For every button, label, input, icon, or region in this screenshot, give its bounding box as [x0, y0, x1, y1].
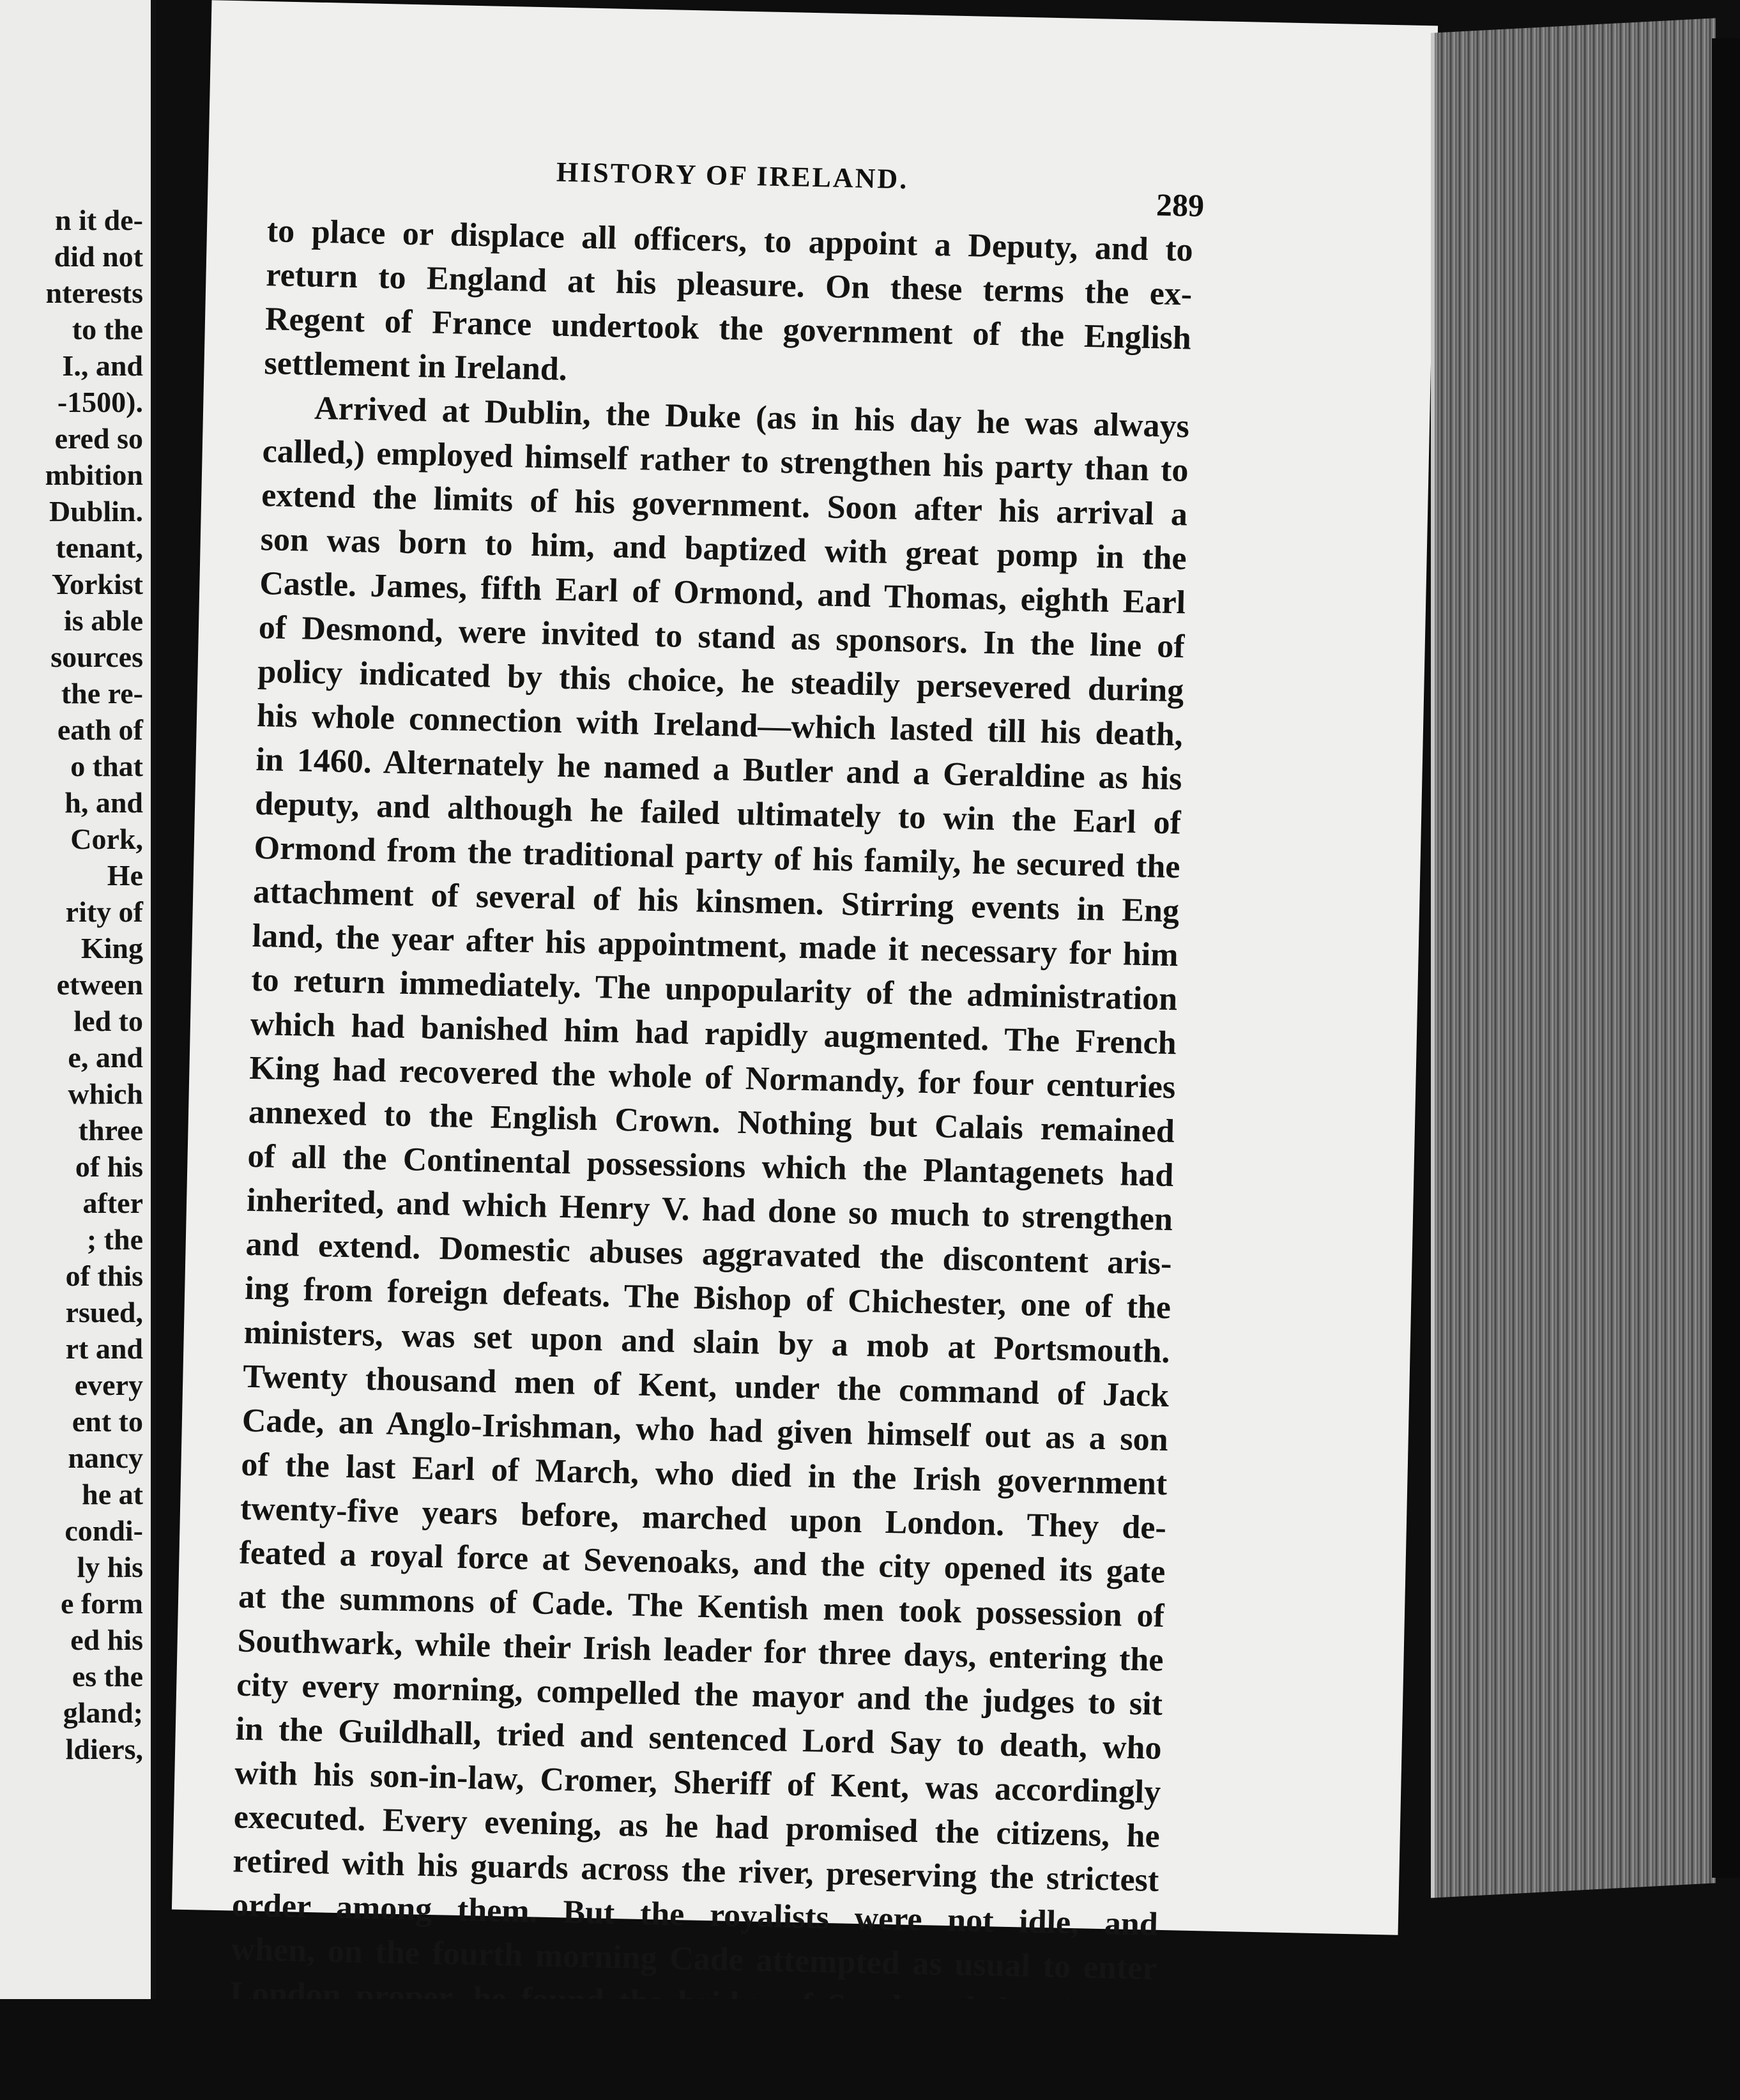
- body-line: order among them. But the royalists were not idle, and: [231, 1887, 1159, 1943]
- left-page-line: every: [74, 1369, 143, 1401]
- body-line: and extend. Domestic abuses aggravated the discontent aris-: [245, 1226, 1173, 1282]
- left-page-line: after: [82, 1187, 143, 1219]
- edge-shadow: [1712, 38, 1740, 1878]
- body-line: ing from foreign defeats. The Bishop of Chichester, one of the: [244, 1270, 1171, 1327]
- left-page-line: the re-: [61, 677, 143, 710]
- scan-bottom-margin: [0, 1999, 1740, 2100]
- body-line: return to England at his pleasure. On these terms the ex-: [265, 257, 1193, 313]
- body-line: to place or displace all officers, to appoint a Deputy, and to: [266, 213, 1194, 269]
- left-page-line: He: [107, 859, 143, 892]
- left-page-line: to the: [72, 313, 143, 346]
- body-line: feated a royal force at Sevenoaks, and the city opened its gate: [239, 1534, 1166, 1591]
- body-line: retired with his guards across the river, preserving the strictest: [232, 1843, 1159, 1899]
- body-line: policy indicated by this choice, he steadily persevered during: [257, 653, 1184, 710]
- body-line: Ormond from the traditional party of his family, he secured the: [254, 829, 1181, 886]
- body-line: ministers, was set upon and slain by a mob at Portsmouth.: [243, 1314, 1171, 1371]
- page-number: 289: [1156, 186, 1205, 224]
- left-page-line: rsued,: [65, 1296, 143, 1328]
- body-line: Regent of France undertook the government of the English: [264, 301, 1192, 357]
- left-page-line: e form: [61, 1587, 143, 1620]
- left-page-line: three: [78, 1114, 143, 1146]
- left-page-line: sources: [50, 641, 143, 673]
- left-page-line: eath of: [57, 713, 143, 746]
- body-line: executed. Every evening, as he had promised the citizens, he: [233, 1799, 1161, 1855]
- left-page-line: is able: [64, 604, 143, 637]
- left-page-line: he at: [82, 1478, 143, 1510]
- page-edges-stack: [1431, 18, 1716, 1898]
- left-page-line: mbition: [45, 459, 143, 491]
- left-page-line: ly his: [77, 1551, 143, 1583]
- body-line: to return immediately. The unpopularity of the administration: [250, 961, 1178, 1018]
- left-page-line: gland;: [63, 1696, 143, 1729]
- left-page-line: nancy: [68, 1442, 143, 1474]
- left-page-line: King: [80, 932, 143, 964]
- body-line: twenty-five years before, marched upon London. They de-: [240, 1490, 1167, 1547]
- running-title: HISTORY OF IRELAND.: [556, 156, 909, 195]
- left-page-line: -1500).: [57, 386, 143, 418]
- left-page-line: ed his: [70, 1624, 143, 1656]
- left-page-line: tenant,: [56, 531, 143, 564]
- body-text: [228, 209, 1194, 2100]
- left-page-line: nterests: [45, 277, 143, 309]
- body-line: his whole connection with Ireland—which lasted till his death,: [256, 697, 1184, 754]
- body-line: Cade, an Anglo-Irishman, who had given himself out as a son: [241, 1402, 1169, 1459]
- left-page-line: ent to: [72, 1405, 143, 1438]
- left-page-line: which: [68, 1077, 143, 1110]
- left-page-line: condi-: [65, 1514, 143, 1547]
- body-line: settlement in Ireland.: [264, 345, 568, 388]
- body-line: of the last Earl of March, who died in the Irish government: [240, 1446, 1168, 1503]
- left-page-line: I., and: [62, 349, 143, 382]
- left-page-line: of his: [75, 1150, 143, 1183]
- left-page-line: Yorkist: [51, 568, 143, 600]
- body-line: when, on the fourth morning Cade attempted as usual to enter: [231, 1931, 1157, 1987]
- body-line: city every morning, compelled the mayor and the judges to sit: [236, 1666, 1163, 1723]
- left-page-line: Cork,: [70, 823, 143, 855]
- body-line: Twenty thousand men of Kent, under the command of Jack: [242, 1358, 1170, 1415]
- body-line: inherited, and which Henry V. had done so much to strengthen: [246, 1182, 1173, 1238]
- body-line: at the summons of Cade. The Kentish men took possession of: [238, 1578, 1165, 1635]
- left-page-line: rity of: [65, 895, 143, 928]
- left-page-line: did not: [54, 240, 143, 273]
- left-page-line: etween: [56, 968, 143, 1001]
- body-line: land, the year after his appointment, made it necessary for him: [252, 917, 1179, 974]
- body-line: annexed to the English Crown. Nothing but Calais remained: [248, 1093, 1175, 1150]
- left-page-line: es the: [72, 1660, 143, 1693]
- left-page-line: ; the: [86, 1223, 143, 1256]
- left-page-line: o that: [70, 750, 143, 782]
- left-facing-page: [0, 0, 156, 1999]
- body-line: attachment of several of his kinsmen. Stirring events in Eng: [252, 873, 1180, 930]
- body-line: of Desmond, were invited to stand as sponsors. In the line of: [258, 609, 1186, 666]
- left-page-line: h, and: [65, 786, 143, 819]
- body-line: called,) employed himself rather to strengthen his party than to: [262, 433, 1189, 489]
- left-page-line: e, and: [68, 1041, 143, 1074]
- main-page: [172, 0, 1438, 1987]
- body-line: extend the limits of his government. Soon after his arrival a: [261, 477, 1188, 533]
- left-page-line: ldiers,: [65, 1733, 143, 1765]
- body-line: with his son-in-law, Cromer, Sheriff of Kent, was accordingly: [234, 1754, 1161, 1811]
- body-line: King had recovered the whole of Normandy, for four centuries: [248, 1049, 1176, 1106]
- left-page-line: of this: [65, 1259, 143, 1292]
- body-line: in the Guildhall, tried and sentenced Lord Say to death, who: [235, 1710, 1163, 1767]
- body-line: which had banished him had rapidly augmented. The French: [250, 1005, 1177, 1062]
- body-line: deputy, and although he failed ultimately to win the Earl of: [254, 785, 1182, 842]
- body-line: Arrived at Dublin, the Duke (as in his day he was always: [314, 390, 1190, 445]
- left-page-line: n it de-: [55, 204, 143, 236]
- left-page-line: rt and: [65, 1332, 143, 1365]
- left-page-line: ered so: [54, 422, 143, 455]
- body-line: Castle. James, fifth Earl of Ormond, and Thomas, eighth Earl: [259, 565, 1186, 621]
- body-line: of all the Continental possessions which the Plantagenets had: [247, 1138, 1174, 1194]
- left-page-line: Dublin.: [49, 495, 143, 528]
- body-line: in 1460. Alternately he named a Butler and a Geraldine as his: [256, 741, 1182, 798]
- left-page-line: led to: [73, 1005, 143, 1037]
- body-line: Southwark, while their Irish leader for three days, entering the: [237, 1622, 1164, 1678]
- body-line: son was born to him, and baptized with great pomp in the: [260, 521, 1187, 577]
